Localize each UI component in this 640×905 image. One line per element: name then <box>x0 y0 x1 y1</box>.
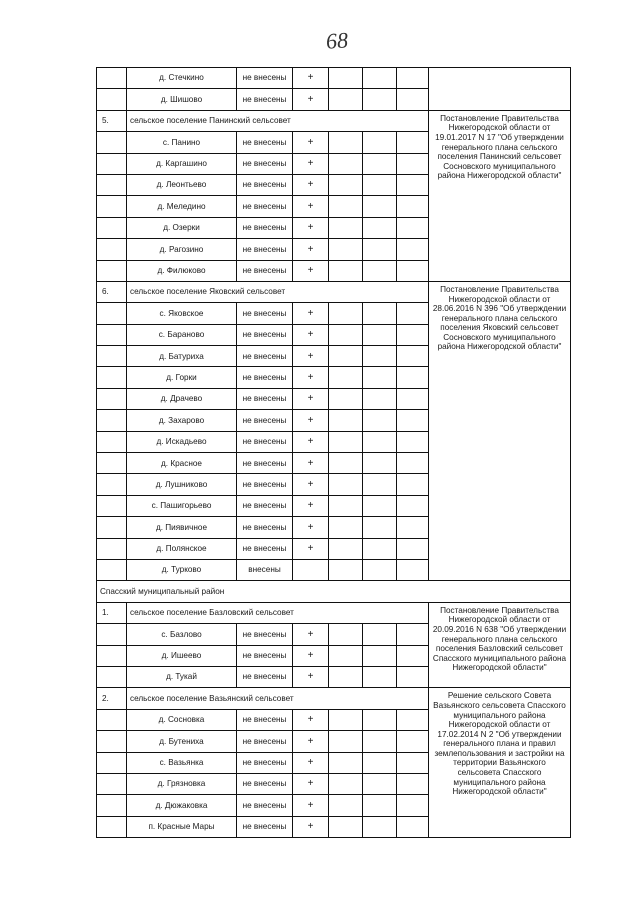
empty-cell <box>329 346 363 367</box>
empty-cell <box>397 773 429 794</box>
row-number <box>97 260 127 281</box>
status-cell: не внесены <box>237 495 293 516</box>
empty-cell <box>363 239 397 260</box>
mark-cell: + <box>293 132 329 153</box>
empty-cell <box>397 538 429 559</box>
locality-name: д. Озерки <box>127 217 237 238</box>
row-number <box>97 174 127 195</box>
mark-cell: + <box>293 324 329 345</box>
empty-cell <box>363 68 397 89</box>
locality-name: д. Турково <box>127 559 237 580</box>
row-number <box>97 559 127 580</box>
status-cell: не внесены <box>237 624 293 645</box>
empty-cell <box>329 752 363 773</box>
locality-name: д. Леонтьево <box>127 174 237 195</box>
empty-cell <box>363 196 397 217</box>
locality-name: с. Бараново <box>127 324 237 345</box>
mark-cell: + <box>293 174 329 195</box>
row-number: 2. <box>97 688 127 709</box>
empty-cell <box>329 174 363 195</box>
status-cell: не внесены <box>237 388 293 409</box>
status-cell: не внесены <box>237 538 293 559</box>
status-cell: не внесены <box>237 752 293 773</box>
empty-cell <box>363 559 397 580</box>
status-cell: не внесены <box>237 773 293 794</box>
row-number <box>97 239 127 260</box>
empty-cell <box>397 666 429 687</box>
empty-cell <box>397 624 429 645</box>
row-number <box>97 453 127 474</box>
row-number <box>97 495 127 516</box>
empty-cell <box>363 666 397 687</box>
row-number <box>97 752 127 773</box>
status-cell: не внесены <box>237 367 293 388</box>
locality-name: д. Красное <box>127 453 237 474</box>
row-number <box>97 153 127 174</box>
empty-cell <box>363 773 397 794</box>
empty-cell <box>397 752 429 773</box>
locality-name: д. Каргашино <box>127 153 237 174</box>
status-cell: не внесены <box>237 324 293 345</box>
empty-cell <box>329 709 363 730</box>
empty-cell <box>397 495 429 516</box>
empty-cell <box>363 431 397 452</box>
row-number <box>97 538 127 559</box>
mark-cell: + <box>293 453 329 474</box>
empty-cell <box>363 260 397 281</box>
mark-cell: + <box>293 474 329 495</box>
row-number <box>97 773 127 794</box>
empty-cell <box>397 132 429 153</box>
row-number <box>97 709 127 730</box>
mark-cell: + <box>293 260 329 281</box>
locality-name: д. Лушниково <box>127 474 237 495</box>
empty-cell <box>397 153 429 174</box>
mark-cell: + <box>293 239 329 260</box>
empty-cell <box>329 795 363 816</box>
empty-cell <box>397 260 429 281</box>
empty-cell <box>329 731 363 752</box>
row-number <box>97 346 127 367</box>
status-cell: не внесены <box>237 217 293 238</box>
locality-name: д. Искадьево <box>127 431 237 452</box>
empty-cell <box>397 431 429 452</box>
district-row <box>97 581 571 602</box>
locality-name: с. Вазьянка <box>127 752 237 773</box>
empty-cell <box>397 709 429 730</box>
row-number <box>97 816 127 837</box>
empty-cell <box>397 795 429 816</box>
locality-name: д. Меледино <box>127 196 237 217</box>
mark-cell: + <box>293 731 329 752</box>
empty-cell <box>397 517 429 538</box>
empty-cell <box>363 645 397 666</box>
mark-cell: + <box>293 795 329 816</box>
status-cell: не внесены <box>237 666 293 687</box>
empty-cell <box>329 538 363 559</box>
mark-cell <box>293 559 329 580</box>
row-number: 6. <box>97 281 127 302</box>
locality-name: с. Пашигорьево <box>127 495 237 516</box>
locality-name: д. Дюжаковка <box>127 795 237 816</box>
mark-cell: + <box>293 388 329 409</box>
locality-name: д. Тукай <box>127 666 237 687</box>
locality-name: д. Драчево <box>127 388 237 409</box>
status-cell: не внесены <box>237 89 293 110</box>
empty-cell <box>363 495 397 516</box>
settlement-name: сельское поселение Яковский сельсовет <box>127 281 429 302</box>
empty-cell <box>329 624 363 645</box>
status-cell: не внесены <box>237 816 293 837</box>
status-cell: не внесены <box>237 731 293 752</box>
row-number <box>97 666 127 687</box>
empty-cell <box>363 474 397 495</box>
empty-cell <box>329 153 363 174</box>
empty-cell <box>329 816 363 837</box>
empty-cell <box>329 388 363 409</box>
mark-cell: + <box>293 410 329 431</box>
row-number <box>97 731 127 752</box>
row-number <box>97 645 127 666</box>
status-cell: не внесены <box>237 174 293 195</box>
mark-cell: + <box>293 773 329 794</box>
empty-cell <box>329 324 363 345</box>
status-cell: не внесены <box>237 260 293 281</box>
empty-cell <box>397 68 429 89</box>
settlement-table <box>96 67 571 838</box>
empty-cell <box>363 731 397 752</box>
row-number <box>97 410 127 431</box>
empty-cell <box>397 388 429 409</box>
locality-name: с. Яковское <box>127 303 237 324</box>
empty-cell <box>397 239 429 260</box>
status-cell: не внесены <box>237 196 293 217</box>
empty-cell <box>397 303 429 324</box>
row-number <box>97 68 127 89</box>
locality-name: д. Горки <box>127 367 237 388</box>
empty-cell <box>329 132 363 153</box>
row-number <box>97 431 127 452</box>
empty-cell <box>397 474 429 495</box>
empty-cell <box>363 346 397 367</box>
empty-cell <box>397 174 429 195</box>
locality-name: д. Филюково <box>127 260 237 281</box>
row-number <box>97 196 127 217</box>
mark-cell: + <box>293 217 329 238</box>
page-number: 68 <box>325 27 349 54</box>
empty-cell <box>363 624 397 645</box>
empty-cell <box>363 795 397 816</box>
empty-cell <box>363 153 397 174</box>
mark-cell: + <box>293 196 329 217</box>
mark-cell: + <box>293 517 329 538</box>
row-number: 1. <box>97 602 127 623</box>
row-number <box>97 324 127 345</box>
row-number <box>97 89 127 110</box>
empty-cell <box>397 816 429 837</box>
table-row <box>97 110 571 131</box>
locality-name: д. Рагозино <box>127 239 237 260</box>
row-number <box>97 388 127 409</box>
empty-cell <box>397 731 429 752</box>
empty-cell <box>329 303 363 324</box>
locality-name: с. Панино <box>127 132 237 153</box>
status-cell: не внесены <box>237 453 293 474</box>
legal-document <box>429 68 571 111</box>
empty-cell <box>329 517 363 538</box>
empty-cell <box>397 196 429 217</box>
locality-name: д. Ишеево <box>127 645 237 666</box>
empty-cell <box>363 816 397 837</box>
empty-cell <box>363 410 397 431</box>
row-number <box>97 217 127 238</box>
row-number <box>97 474 127 495</box>
empty-cell <box>363 367 397 388</box>
empty-cell <box>329 196 363 217</box>
row-number <box>97 795 127 816</box>
empty-cell <box>329 559 363 580</box>
mark-cell: + <box>293 346 329 367</box>
empty-cell <box>363 303 397 324</box>
mark-cell: + <box>293 538 329 559</box>
empty-cell <box>329 89 363 110</box>
status-cell: не внесены <box>237 346 293 367</box>
mark-cell: + <box>293 816 329 837</box>
empty-cell <box>363 89 397 110</box>
settlement-name: сельское поселение Вазьянский сельсовет <box>127 688 429 709</box>
settlement-name: сельское поселение Базловский сельсовет <box>127 602 429 623</box>
mark-cell: + <box>293 624 329 645</box>
settlement-name: сельское поселение Панинский сельсовет <box>127 110 429 131</box>
empty-cell <box>397 410 429 431</box>
empty-cell <box>329 217 363 238</box>
status-cell: не внесены <box>237 795 293 816</box>
locality-name: д. Батуриха <box>127 346 237 367</box>
mark-cell: + <box>293 367 329 388</box>
mark-cell: + <box>293 89 329 110</box>
empty-cell <box>363 752 397 773</box>
empty-cell <box>363 517 397 538</box>
empty-cell <box>329 495 363 516</box>
row-number <box>97 303 127 324</box>
mark-cell: + <box>293 303 329 324</box>
mark-cell: + <box>293 709 329 730</box>
empty-cell <box>363 453 397 474</box>
table-row <box>97 602 571 623</box>
empty-cell <box>329 453 363 474</box>
empty-cell <box>397 367 429 388</box>
empty-cell <box>329 645 363 666</box>
empty-cell <box>397 645 429 666</box>
empty-cell <box>397 346 429 367</box>
empty-cell <box>363 538 397 559</box>
mark-cell: + <box>293 752 329 773</box>
mark-cell: + <box>293 153 329 174</box>
row-number <box>97 624 127 645</box>
empty-cell <box>397 217 429 238</box>
locality-name: п. Красные Мары <box>127 816 237 837</box>
legal-document: Решение сельского Совета Вазьянского сельсовета Спасского муниципального района Нижегородской области от 17.02.2014 N 2 "Об утверждении генерального плана и правил землепользования и застройки на территории Вазьянского сельсовета Спасского муниципального района Нижегородской области" <box>429 688 571 838</box>
locality-name: д. Сосновка <box>127 709 237 730</box>
empty-cell <box>363 388 397 409</box>
row-number <box>97 132 127 153</box>
status-cell: внесены <box>237 559 293 580</box>
status-cell: не внесены <box>237 239 293 260</box>
table-row <box>97 688 571 709</box>
mark-cell: + <box>293 495 329 516</box>
status-cell: не внесены <box>237 132 293 153</box>
empty-cell <box>329 474 363 495</box>
empty-cell <box>397 453 429 474</box>
empty-cell <box>363 217 397 238</box>
locality-name: д. Шишово <box>127 89 237 110</box>
empty-cell <box>329 773 363 794</box>
empty-cell <box>329 367 363 388</box>
empty-cell <box>363 709 397 730</box>
locality-name: д. Полянское <box>127 538 237 559</box>
empty-cell <box>363 132 397 153</box>
row-number: 5. <box>97 110 127 131</box>
empty-cell <box>397 324 429 345</box>
locality-name: д. Грязновка <box>127 773 237 794</box>
empty-cell <box>329 666 363 687</box>
locality-name: д. Бутениха <box>127 731 237 752</box>
row-number <box>97 367 127 388</box>
table-row <box>97 68 571 89</box>
legal-document: Постановление Правительства Нижегородской области от 19.01.2017 N 17 "Об утверждении генерального плана сельского поселения Панинский сельсовет Сосновского муниципального района Нижегородской области" <box>429 110 571 281</box>
status-cell: не внесены <box>237 431 293 452</box>
row-number <box>97 517 127 538</box>
locality-name: д. Пиявичное <box>127 517 237 538</box>
status-cell: не внесены <box>237 68 293 89</box>
empty-cell <box>329 68 363 89</box>
empty-cell <box>329 431 363 452</box>
mark-cell: + <box>293 431 329 452</box>
empty-cell <box>329 260 363 281</box>
locality-name: с. Базлово <box>127 624 237 645</box>
empty-cell <box>363 324 397 345</box>
empty-cell <box>397 89 429 110</box>
district-name: Спасский муниципальный район <box>97 581 571 602</box>
status-cell: не внесены <box>237 709 293 730</box>
table-row <box>97 281 571 302</box>
empty-cell <box>329 410 363 431</box>
status-cell: не внесены <box>237 303 293 324</box>
legal-document: Постановление Правительства Нижегородской области от 28.06.2016 N 396 "Об утверждении генерального плана сельского поселения Яковский сельсовет Сосновского муниципального района Нижегородской области" <box>429 281 571 580</box>
legal-document: Постановление Правительства Нижегородской области от 20.09.2016 N 638 "Об утверждении генерального плана сельского поселения Базловский сельсовет Спасского муниципального района Нижегородской области" <box>429 602 571 688</box>
status-cell: не внесены <box>237 474 293 495</box>
empty-cell <box>329 239 363 260</box>
empty-cell <box>363 174 397 195</box>
mark-cell: + <box>293 68 329 89</box>
locality-name: д. Стечкино <box>127 68 237 89</box>
locality-name: д. Захарово <box>127 410 237 431</box>
status-cell: не внесены <box>237 645 293 666</box>
status-cell: не внесены <box>237 153 293 174</box>
status-cell: не внесены <box>237 410 293 431</box>
mark-cell: + <box>293 645 329 666</box>
mark-cell: + <box>293 666 329 687</box>
status-cell: не внесены <box>237 517 293 538</box>
empty-cell <box>397 559 429 580</box>
